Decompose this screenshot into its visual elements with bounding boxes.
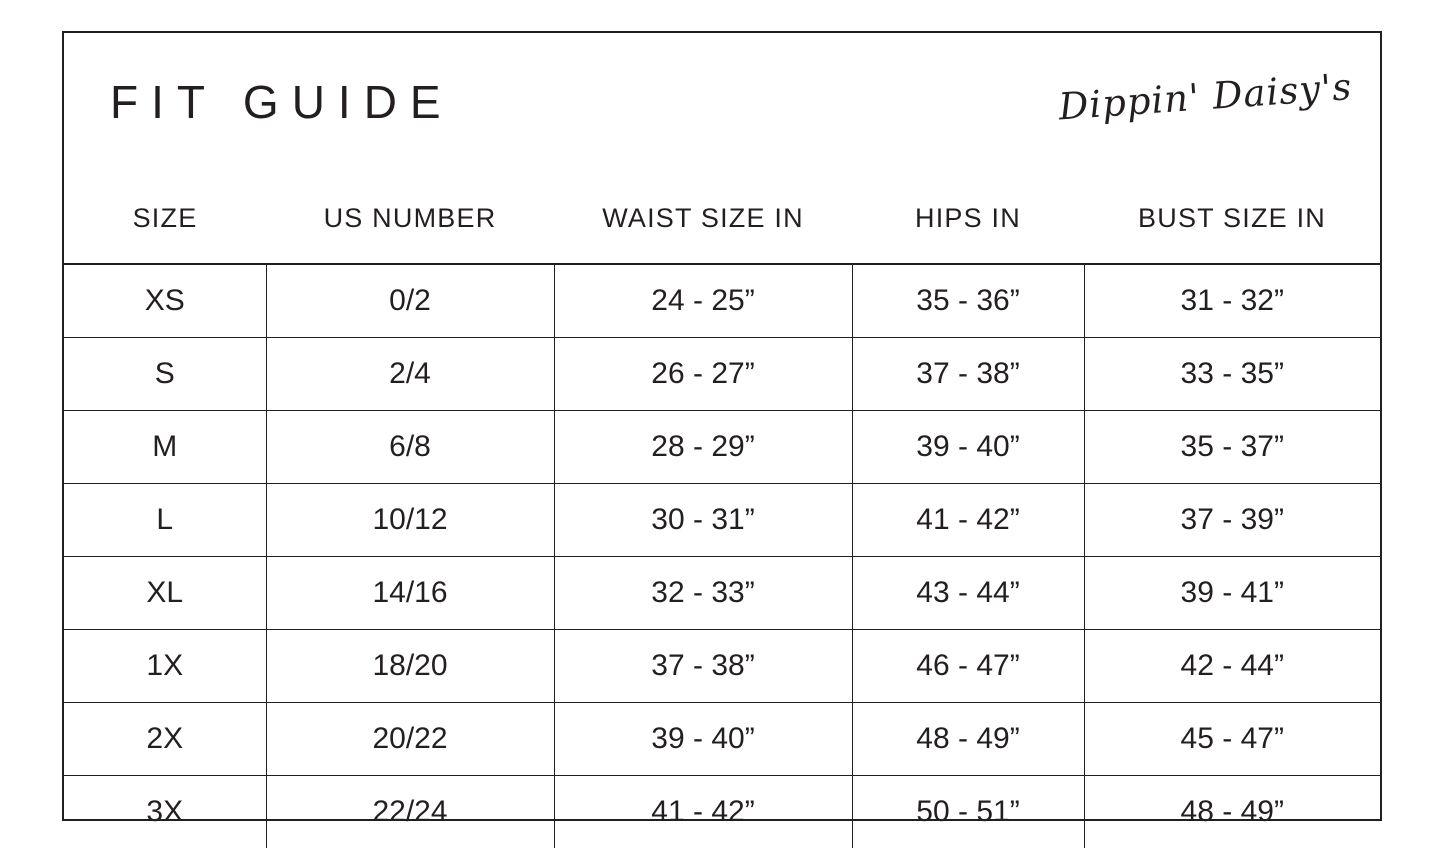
cell-us-number: 20/22 — [266, 703, 554, 776]
cell-bust: 33 - 35” — [1084, 338, 1380, 411]
cell-size: 2X — [64, 703, 266, 776]
cell-waist: 41 - 42” — [554, 776, 852, 849]
table-row — [64, 703, 1380, 776]
table-row — [64, 484, 1380, 557]
page-title: FIT GUIDE — [110, 76, 454, 128]
cell-bust: 35 - 37” — [1084, 411, 1380, 484]
cell-bust: 42 - 44” — [1084, 630, 1380, 703]
cell-waist: 30 - 31” — [554, 484, 852, 557]
cell-size: M — [64, 411, 266, 484]
cell-waist: 26 - 27” — [554, 338, 852, 411]
cell-us-number: 6/8 — [266, 411, 554, 484]
cell-bust: 48 - 49” — [1180, 795, 1284, 828]
fit-guide-card — [62, 31, 1382, 828]
table-row — [64, 630, 1380, 703]
table-row — [64, 264, 1380, 338]
cell-waist: 28 - 29” — [554, 411, 852, 484]
cell-us-number: 18/20 — [266, 630, 554, 703]
table-head — [64, 173, 1380, 264]
cell-hips: 50 - 51” — [852, 776, 1084, 849]
cell-bust: 37 - 39” — [1084, 484, 1380, 557]
cell-us-number: 14/16 — [266, 557, 554, 630]
column-header-us-number: US NUMBER — [266, 173, 554, 264]
table-body — [64, 264, 1380, 848]
cell-us-number: 10/12 — [266, 484, 554, 557]
cell-us-number: 0/2 — [266, 264, 554, 338]
column-header-hips: HIPS IN — [852, 173, 1084, 264]
brand-logo: Dippin' Daisy's — [1057, 65, 1354, 129]
cell-bust: 45 - 47” — [1084, 703, 1380, 776]
size-chart-table — [64, 173, 1380, 848]
cell-size: XS — [64, 264, 266, 338]
cell-hips: 46 - 47” — [852, 630, 1084, 703]
cell-us-number: 22/24 — [266, 776, 554, 849]
cell-size: L — [64, 484, 266, 557]
table-row — [64, 338, 1380, 411]
cell-waist: 39 - 40” — [554, 703, 852, 776]
table-header-row — [64, 173, 1380, 264]
cell-hips: 43 - 44” — [852, 557, 1084, 630]
cell-hips: 39 - 40” — [852, 411, 1084, 484]
cell-bust: 39 - 41” — [1084, 557, 1380, 630]
cell-bust: 31 - 32” — [1084, 264, 1380, 338]
cell-us-number: 2/4 — [266, 338, 554, 411]
table-row — [64, 776, 1380, 849]
table-row — [64, 557, 1380, 630]
column-header-bust: BUST SIZE IN — [1084, 173, 1380, 264]
column-header-size: SIZE — [64, 173, 266, 264]
cell-size: S — [64, 338, 266, 411]
cell-size: 3X — [64, 776, 266, 849]
cell-waist: 32 - 33” — [554, 557, 852, 630]
cell-hips: 37 - 38” — [852, 338, 1084, 411]
cell-hips: 48 - 49” — [852, 703, 1084, 776]
column-header-waist: WAIST SIZE IN — [554, 173, 852, 264]
table-row — [64, 411, 1380, 484]
cell-waist: 24 - 25” — [554, 264, 852, 338]
cell-size: XL — [64, 557, 266, 630]
cell-hips: 35 - 36” — [852, 264, 1084, 338]
cell-waist: 37 - 38” — [554, 630, 852, 703]
cell-size: 1X — [64, 630, 266, 703]
card-header — [64, 33, 1380, 173]
cell-hips: 41 - 42” — [852, 484, 1084, 557]
